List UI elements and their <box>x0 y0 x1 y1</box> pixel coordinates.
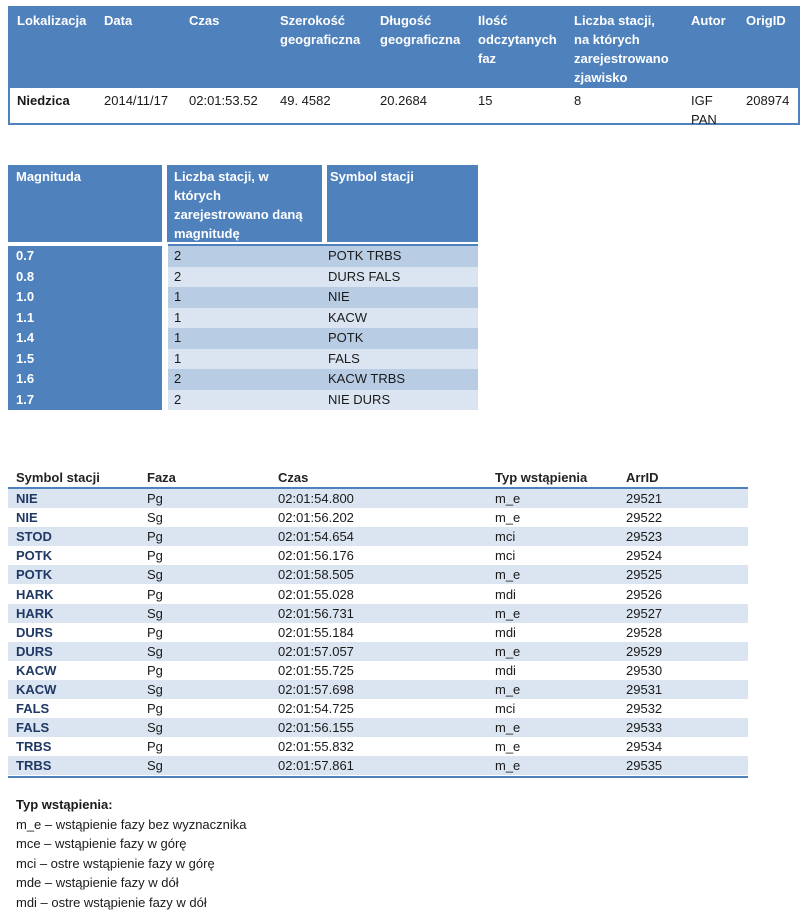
onset-type: m_e <box>495 510 521 526</box>
arr-id: 29522 <box>626 510 663 526</box>
onset-type: m_e <box>495 491 521 506</box>
onset-type: m_e <box>495 605 521 621</box>
station-symbol: DURS <box>16 624 53 640</box>
magnitude-row <box>8 267 478 288</box>
column-header: Faza <box>147 470 176 485</box>
table-cell: 02:01:53.52 <box>189 93 258 108</box>
arrival-time: 02:01:54.800 <box>278 491 354 506</box>
table-cell: 2014/11/17 <box>104 93 169 108</box>
column-header: Autor <box>691 13 726 28</box>
legend-item: mci – ostre wstąpienie fazy w górę <box>16 855 215 871</box>
event-summary-header <box>10 8 798 88</box>
column-header: Lokalizacja <box>17 13 87 28</box>
station-symbol: KACW <box>16 682 57 697</box>
column-header: Symbol stacji <box>16 470 100 485</box>
arr-id: 29523 <box>626 529 663 545</box>
arr-id: 29528 <box>626 624 663 640</box>
arr-id: 29535 <box>626 758 663 774</box>
arrival-time: 02:01:55.725 <box>278 662 354 678</box>
phase: Pg <box>147 529 163 545</box>
station-symbol: FALS <box>16 701 50 717</box>
onset-type: m_e <box>495 758 521 774</box>
column-header: ArrID <box>626 470 659 485</box>
table-cell: 15 <box>478 93 493 108</box>
table-row <box>8 489 748 508</box>
header-separator <box>162 165 167 242</box>
arrival-time: 02:01:56.731 <box>278 605 354 621</box>
table-row <box>8 546 748 565</box>
magnitude-table <box>8 165 478 410</box>
table-row <box>8 718 748 737</box>
arr-id: 29524 <box>626 548 663 564</box>
arr-id: 29527 <box>626 605 663 621</box>
arrival-time: 02:01:54.654 <box>278 529 354 545</box>
table-cell: 8 <box>574 93 582 108</box>
station-symbols: FALS <box>322 349 478 370</box>
onset-type: m_e <box>495 643 521 659</box>
table-row <box>8 756 748 775</box>
table-row <box>8 623 748 642</box>
station-symbols: KACW <box>322 308 478 329</box>
location-cell: Niedzica <box>17 93 70 108</box>
station-symbols: DURS FALS <box>322 267 478 288</box>
arrival-time: 02:01:57.698 <box>278 682 354 697</box>
station-symbol: TRBS <box>16 758 52 774</box>
onset-type: m_e <box>495 682 521 697</box>
onset-type: m_e <box>495 720 521 736</box>
column-header: OrigID <box>746 13 786 28</box>
phase: Pg <box>147 624 163 640</box>
station-symbol: NIE <box>16 491 38 506</box>
column-header: Liczba stacji, w których zarejestrowano daną magnitudę <box>174 169 303 241</box>
station-count: 1 <box>168 308 322 329</box>
column-header: Szerokość geograficzna <box>280 13 361 47</box>
table-row <box>8 508 748 527</box>
magnitude-value: 1.0 <box>8 287 162 308</box>
magnitude-row <box>8 246 478 267</box>
column-header: Typ wstąpienia <box>495 470 588 485</box>
arr-id: 29526 <box>626 586 663 602</box>
header-separator <box>322 165 327 242</box>
station-symbol: NIE <box>16 510 38 526</box>
station-symbol: POTK <box>16 567 53 583</box>
onset-type: mdi <box>495 586 516 602</box>
station-symbols: NIE DURS <box>322 390 478 411</box>
magnitude-row <box>8 390 478 411</box>
phase: Sg <box>147 567 163 583</box>
arrival-time: 02:01:56.176 <box>278 548 354 564</box>
onset-type: mci <box>495 548 516 564</box>
magnitude-row <box>8 328 478 349</box>
table-cell: IGF PAN <box>691 93 717 127</box>
arr-id: 29531 <box>626 682 663 697</box>
arrival-time: 02:01:57.861 <box>278 758 354 774</box>
arrival-time: 02:01:55.184 <box>278 624 354 640</box>
column-header: Symbol stacji <box>330 169 414 184</box>
station-symbol: KACW <box>16 662 57 678</box>
station-count: 2 <box>168 369 322 390</box>
phase: Sg <box>147 510 163 526</box>
phase: Pg <box>147 586 163 602</box>
table-row <box>8 642 748 661</box>
column-header: Magnituda <box>16 169 81 184</box>
station-symbol: FALS <box>16 720 50 736</box>
onset-type: m_e <box>495 567 521 583</box>
phase: Pg <box>147 548 163 564</box>
phase: Sg <box>147 682 163 697</box>
station-symbol: HARK <box>16 605 54 621</box>
arrival-time: 02:01:56.155 <box>278 720 354 736</box>
station-symbols: POTK <box>322 328 478 349</box>
magnitude-row <box>8 349 478 370</box>
arr-id: 29530 <box>626 662 663 678</box>
station-symbol: STOD <box>16 529 52 545</box>
station-count: 1 <box>168 287 322 308</box>
station-symbol: POTK <box>16 548 53 564</box>
table-row <box>8 604 748 623</box>
arr-id: 29525 <box>626 567 663 583</box>
magnitude-value: 1.6 <box>8 369 162 390</box>
arr-id: 29529 <box>626 643 663 659</box>
legend-item: mde – wstąpienie fazy w dół <box>16 875 179 890</box>
legend-item: mce – wstąpienie fazy w górę <box>16 836 187 851</box>
table-row <box>8 661 748 680</box>
phase: Pg <box>147 739 163 755</box>
phase: Pg <box>147 701 163 717</box>
onset-type: mdi <box>495 662 516 678</box>
arrivals-bottom-line <box>8 776 748 778</box>
legend-item: m_e – wstąpienie fazy bez wyznacznika <box>16 816 247 832</box>
arrival-time: 02:01:56.202 <box>278 510 354 526</box>
arr-id: 29534 <box>626 739 663 755</box>
station-symbols: POTK TRBS <box>322 246 478 267</box>
table-row <box>8 585 748 604</box>
onset-type: mci <box>495 701 516 717</box>
column-header: Czas <box>278 470 309 485</box>
magnitude-value: 1.7 <box>8 390 162 411</box>
arrival-time: 02:01:57.057 <box>278 643 354 659</box>
arr-id: 29533 <box>626 720 663 736</box>
magnitude-value: 1.4 <box>8 328 162 349</box>
station-symbol: HARK <box>16 586 54 602</box>
phase: Sg <box>147 758 163 774</box>
table-row <box>8 680 748 699</box>
magnitude-row <box>8 308 478 329</box>
phase: Pg <box>147 662 163 678</box>
arrival-time: 02:01:58.505 <box>278 567 354 583</box>
event-summary-table <box>8 6 800 125</box>
station-symbols: NIE <box>322 287 478 308</box>
legend-item: mdi – ostre wstąpienie fazy w dół <box>16 894 207 910</box>
arr-id: 29521 <box>626 491 663 506</box>
arrival-type-legend <box>16 795 247 912</box>
station-symbols: KACW TRBS <box>322 369 478 390</box>
magnitude-value: 0.8 <box>8 267 162 288</box>
station-count: 1 <box>168 328 322 349</box>
table-row <box>8 737 748 756</box>
onset-type: m_e <box>495 739 521 755</box>
phase: Pg <box>147 491 163 506</box>
phase: Sg <box>147 720 163 736</box>
table-cell: 49. 4582 <box>280 93 331 108</box>
column-header: Ilość odczytanych faz <box>478 13 557 66</box>
magnitude-value: 1.1 <box>8 308 162 329</box>
arrival-time: 02:01:55.832 <box>278 739 354 755</box>
onset-type: mci <box>495 529 516 545</box>
column-header: Data <box>104 13 133 28</box>
arrival-time: 02:01:54.725 <box>278 701 354 717</box>
arr-id: 29532 <box>626 701 663 717</box>
table-row <box>8 527 748 546</box>
station-count: 2 <box>168 267 322 288</box>
station-symbol: TRBS <box>16 739 52 755</box>
legend-title: Typ wstąpienia: <box>16 797 113 812</box>
station-count: 2 <box>168 246 322 267</box>
arrival-time: 02:01:55.028 <box>278 586 354 602</box>
table-cell: 20.2684 <box>380 93 427 108</box>
magnitude-value: 0.7 <box>8 246 162 267</box>
phase: Sg <box>147 605 163 621</box>
magnitude-row <box>8 287 478 308</box>
magnitude-row <box>8 369 478 390</box>
station-count: 2 <box>168 390 322 411</box>
phase: Sg <box>147 643 163 659</box>
table-row <box>8 699 748 718</box>
magnitude-value: 1.5 <box>8 349 162 370</box>
onset-type: mdi <box>495 624 516 640</box>
column-header: Długość geograficzna <box>380 13 461 47</box>
column-header: Czas <box>189 13 220 28</box>
table-row <box>8 565 748 584</box>
table-cell: 208974 <box>746 93 790 108</box>
station-count: 1 <box>168 349 322 370</box>
station-symbol: DURS <box>16 643 53 659</box>
column-header: Liczba stacji, na których zarejestrowano zjawisko <box>574 13 669 85</box>
